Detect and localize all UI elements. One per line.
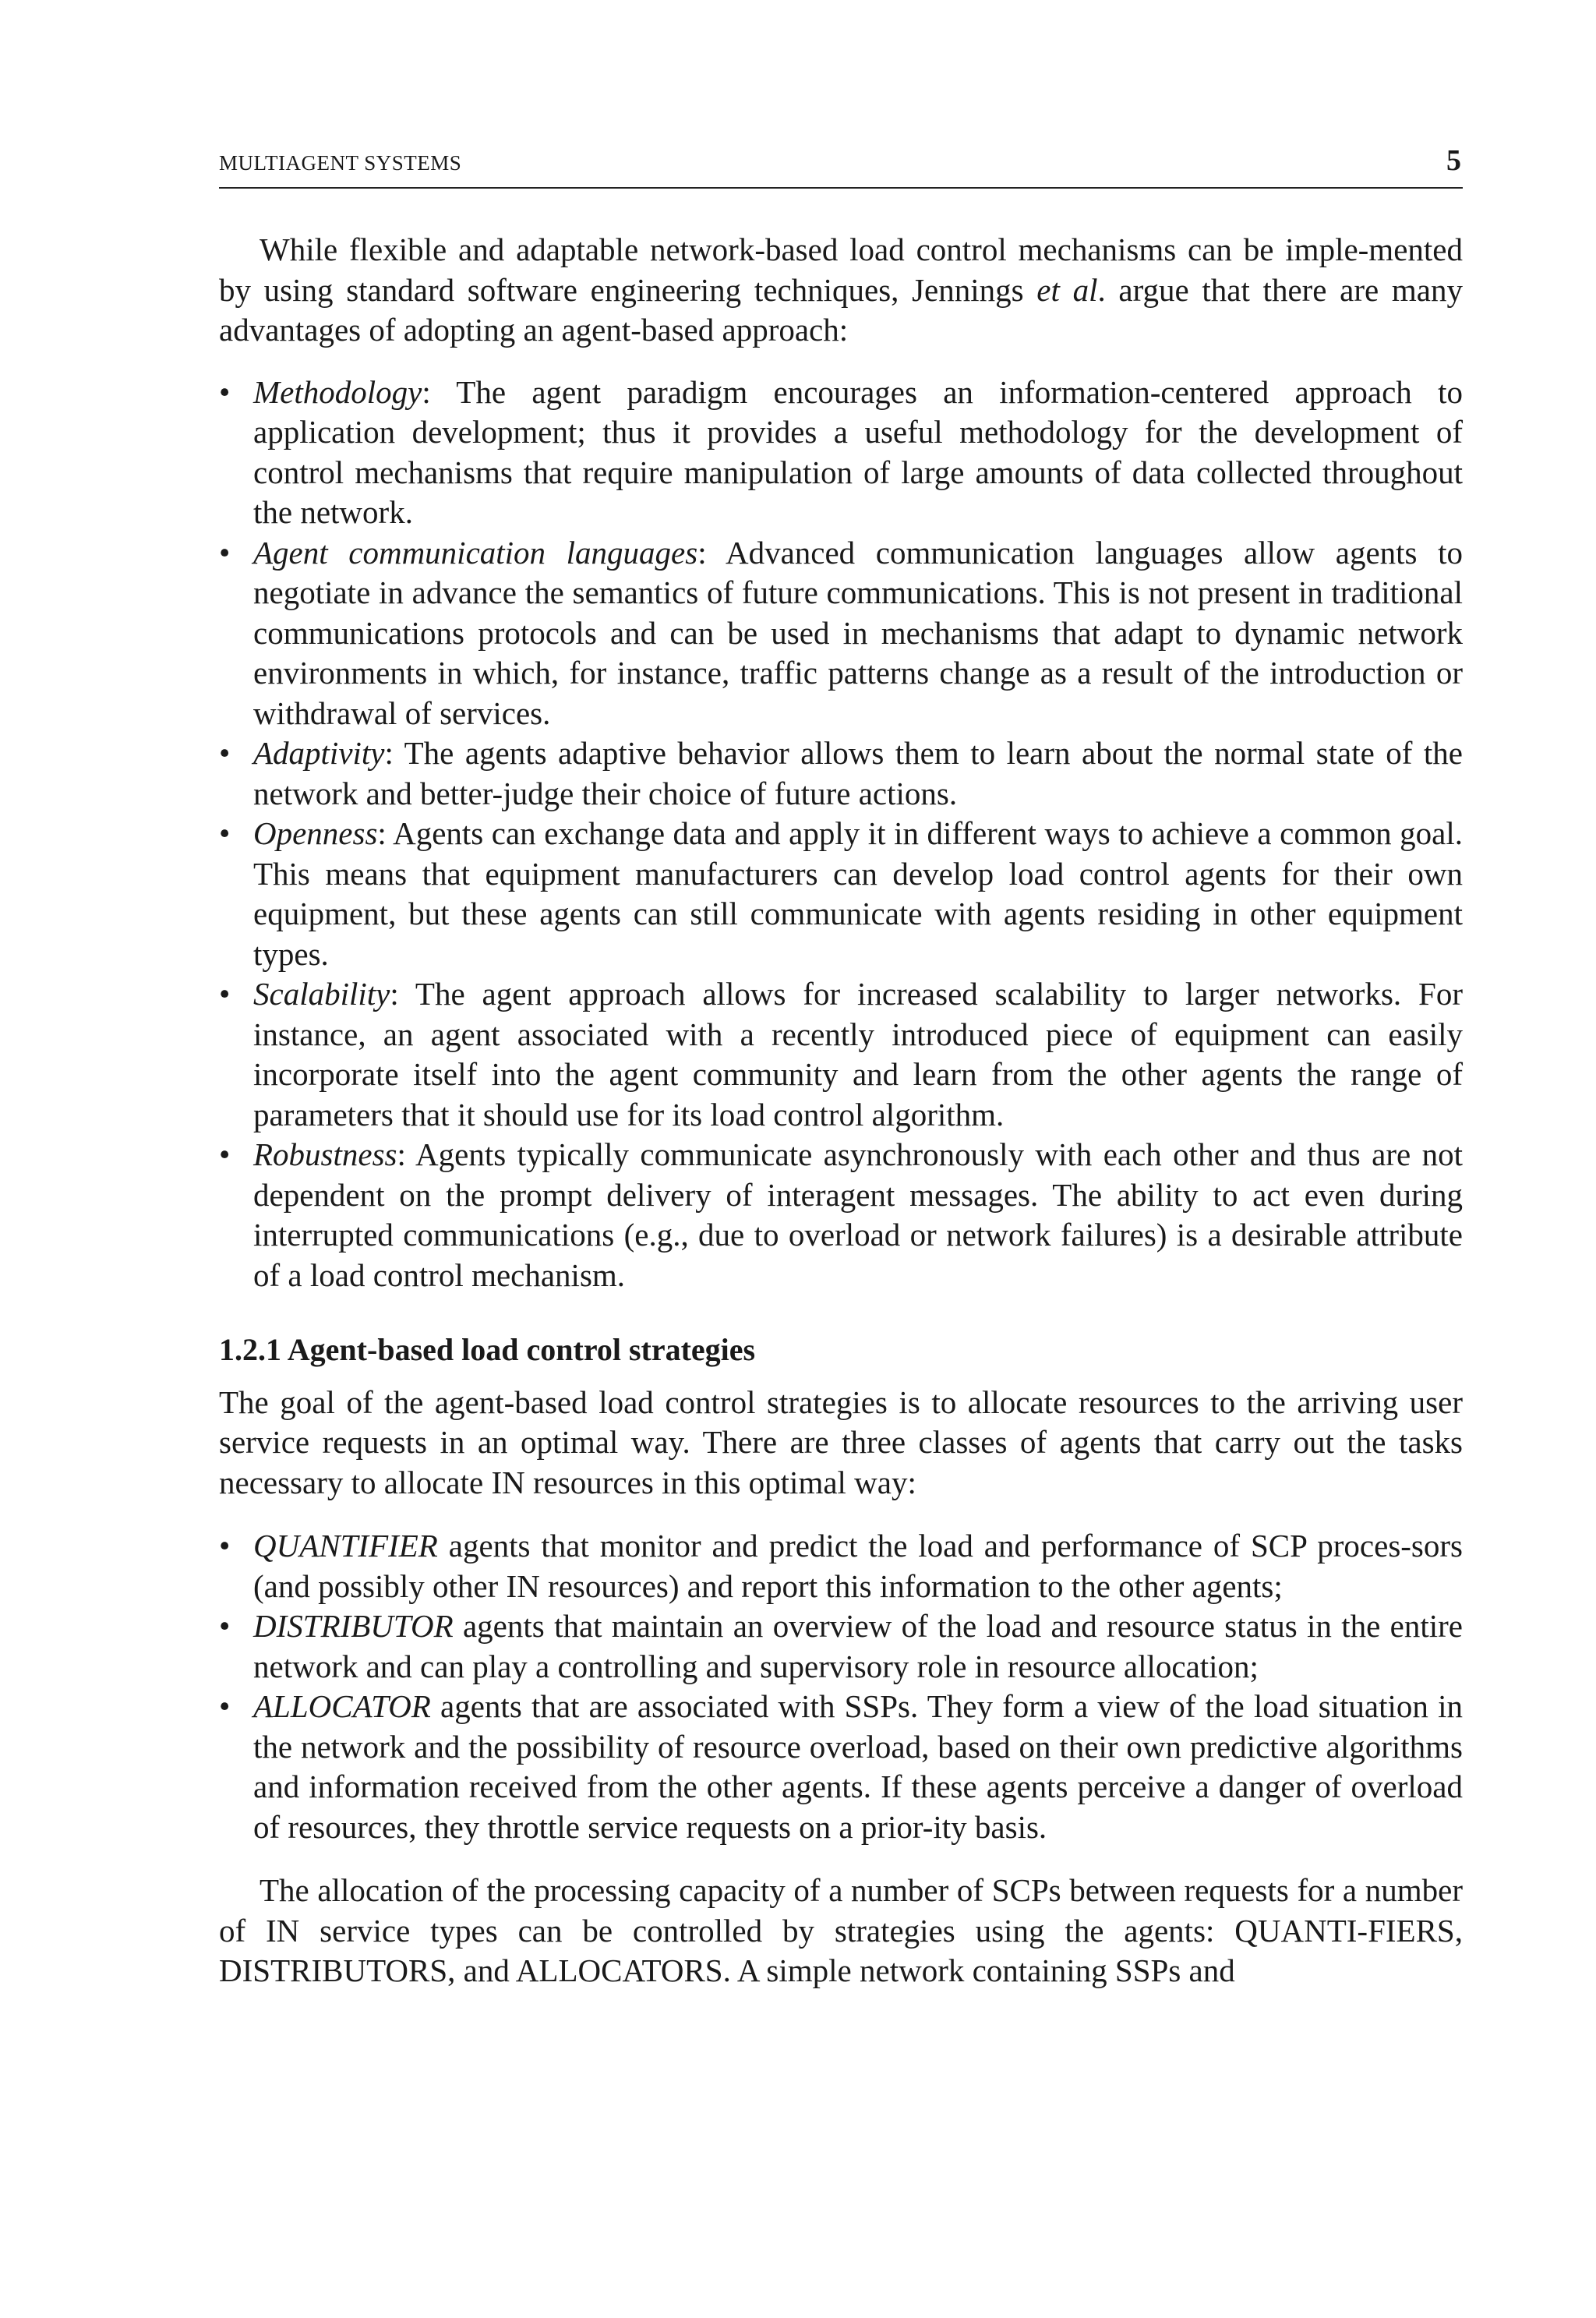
page-body: [219, 230, 1463, 1991]
list-item-allocator: [219, 1687, 1463, 1847]
list-item-quantifier: [219, 1526, 1463, 1606]
section-paragraph: The goal of the agent-based load control strategies is to allocate resources to the arriving user service requests in an optimal way. There are three classes of agents that carry out the tasks necessary to allocate IN resources in this optimal way:: [219, 1383, 1463, 1500]
list-item-openness: [219, 814, 1463, 974]
list-item-methodology: [219, 373, 1463, 533]
list-item-adaptivity: [219, 733, 1463, 814]
list-item-term: Agent communication languages: [253, 534, 698, 571]
list-item-term: Scalability: [253, 976, 390, 1012]
list-item-term: Adaptivity: [253, 735, 385, 771]
list-item-term: Openness: [253, 815, 378, 851]
list-item-text: agents that are associated with SSPs. They form a view of the load situation in the network and the possibility of resource overload, based on their own predictive algorithms and information received from the other agents. If these agents perceive a danger of overload of resources, they throttle service requests on a prior-ity basis.: [253, 1688, 1463, 1845]
running-header: [219, 144, 1463, 189]
list-item-term: ALLOCATOR: [253, 1688, 431, 1724]
list-item-scalability: [219, 974, 1463, 1135]
list-item-term: Methodology: [253, 373, 422, 410]
agent-classes-list: [219, 1526, 1463, 1847]
list-item-distributor: [219, 1606, 1463, 1687]
list-item-text: : Agents can exchange data and apply it in different ways to achieve a common goal. This means that equipment manufacturers can develop load control agents for their own equipment, but these agents can still communicate with agents residing in other equipment types.: [253, 815, 1463, 972]
closing-paragraph: The allocation of the processing capacity of a number of SCPs between requests for a number of IN service types can be controlled by strategies using the agents: QUANTI-FIERS, DISTRIBUTORS, and ALLOCATORS. A simple network containing SSPs and: [219, 1872, 1463, 1988]
list-item-text: agents that maintain an overview of the load and resource status in the entire network and can play a controlling and supervisory role in resource allocation;: [253, 1608, 1463, 1684]
list-item-text: : Advanced communication languages allow agents to negotiate in advance the semantics of future communications. This is not present in traditional communications protocols and can be used in mechanisms that adapt to dynamic network environments in which, for instance, traffic patterns change as a result of the introduction or withdrawal of services.: [253, 534, 1463, 731]
advantages-list: [219, 373, 1463, 1296]
list-item-text: : Agents typically communicate asynchronously with each other and thus are not dependent on the prompt delivery of interagent messages. The ability to act even during interrupted communications (e.g., due to overload or network failures) is a desirable attribute of a load control mechanism.: [253, 1136, 1463, 1293]
list-item-term: Robustness: [253, 1136, 397, 1172]
list-item-agent-communication-languages: [219, 533, 1463, 734]
list-item-robustness: [219, 1135, 1463, 1295]
section-heading: 1.2.1 Agent-based load control strategies: [219, 1332, 756, 1367]
intro-paragraph: [219, 230, 1463, 351]
page-number: 5: [1446, 144, 1461, 177]
list-item-text: : The agent paradigm encourages an information-centered approach to application development; thus it provides a useful methodology for the development of control mechanisms that require manipulation of large amounts of data collected throughout the network.: [253, 373, 1463, 530]
intro-italic: et al: [1036, 271, 1098, 308]
list-item-term: DISTRIBUTOR: [253, 1608, 454, 1644]
list-item-text: : The agent approach allows for increased scalability to larger networks. For instance, an agent associated with a recently introduced piece of equipment can easily incorporate itself into the agent community and learn from the other agents the range of parameters that it should use for its load control algorithm.: [253, 976, 1463, 1132]
list-item-text: : The agents adaptive behavior allows them to learn about the normal state of the network and better-judge their choice of future actions.: [253, 735, 1463, 811]
list-item-text: agents that monitor and predict the load and performance of SCP proces-sors (and possibly other IN resources) and report this information to the other agents;: [253, 1528, 1463, 1604]
list-item-term: QUANTIFIER: [253, 1528, 438, 1564]
running-title: MULTIAGENT SYSTEMS: [219, 151, 462, 175]
intro-text-after: . argue that there are many advantages of adopting an agent-based approach:: [219, 271, 1463, 348]
intro-text-before: While flexible and adaptable network-based load control mechanisms can be imple-mented by using standard software engineering techniques, Jennings: [219, 231, 1463, 308]
